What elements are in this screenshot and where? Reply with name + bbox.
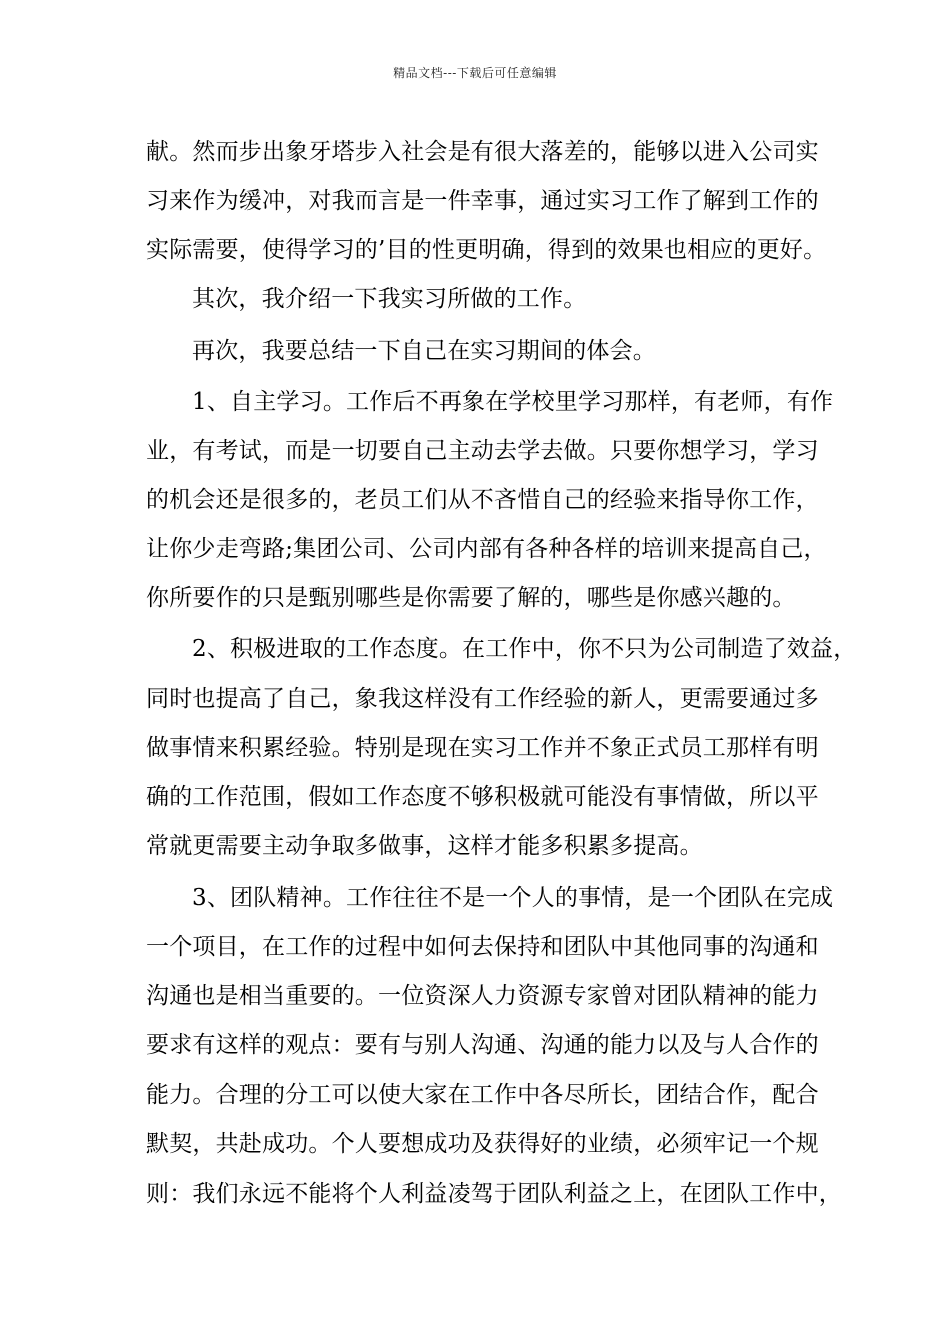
page-header: 精品文档---下载后可任意编辑 <box>393 66 557 80</box>
paragraph-start-line: 3、团队精神。工作往往不是一个人的事情，是一个团队在完成 <box>192 885 834 911</box>
body-line: 则：我们永远不能将个人利益凌驾于团队利益之上，在团队工作中， <box>146 1181 842 1207</box>
paragraph-start-line: 再次，我要总结一下自己在实习期间的体会。 <box>192 338 656 364</box>
body-line: 一个项目，在工作的过程中如何去保持和团队中其他同事的沟通和 <box>146 934 819 960</box>
body-line: 你所要作的只是甄别哪些是你需要了解的，哪些是你感兴趣的。 <box>146 585 796 611</box>
body-line: 常就更需要主动争取多做事，这样才能多积累多提高。 <box>146 833 703 859</box>
body-line: 让你少走弯路;集团公司、公司内部有各种各样的培训来提高自己， <box>146 536 827 562</box>
body-line: 要求有这样的观点：要有与别人沟通、沟通的能力以及与人合作的 <box>146 1032 819 1058</box>
body-line: 同时也提高了自己，象我这样没有工作经验的新人，更需要通过多 <box>146 686 819 712</box>
paragraph-start-line: 1、自主学习。工作后不再象在学校里学习那样，有老师，有作 <box>192 389 834 415</box>
body-line: 献。然而步出象牙塔步入社会是有很大落差的，能够以进入公司实 <box>146 139 819 165</box>
body-line: 确的工作范围，假如工作态度不够积极就可能没有事情做，所以平 <box>146 784 819 810</box>
body-line: 能力。合理的分工可以使大家在工作中各尽所长，团结合作，配合 <box>146 1082 819 1108</box>
body-line: 做事情来积累经验。特别是现在实习工作并不象正式员工那样有明 <box>146 735 819 761</box>
body-line: 业，有考试，而是一切要自己主动去学去做。只要你想学习，学习 <box>146 438 819 464</box>
body-line: 沟通也是相当重要的。一位资深人力资源专家曾对团队精神的能力 <box>146 983 819 1009</box>
body-line: 默契，共赴成功。个人要想成功及获得好的业绩，必须牢记一个规 <box>146 1131 819 1157</box>
body-line: 实际需要，使得学习的’目的性更明确，得到的效果也相应的更好。 <box>146 237 827 263</box>
body-line: 习来作为缓冲，对我而言是一件幸事，通过实习工作了解到工作的 <box>146 188 819 214</box>
paragraph-start-line: 其次，我介绍一下我实习所做的工作。 <box>192 286 587 312</box>
body-line: 的机会还是很多的，老员工们从不吝惜自己的经验来指导你工作， <box>146 487 819 513</box>
paragraph-start-line: 2、积极进取的工作态度。在工作中，你不只为公司制造了效益， <box>192 636 857 662</box>
